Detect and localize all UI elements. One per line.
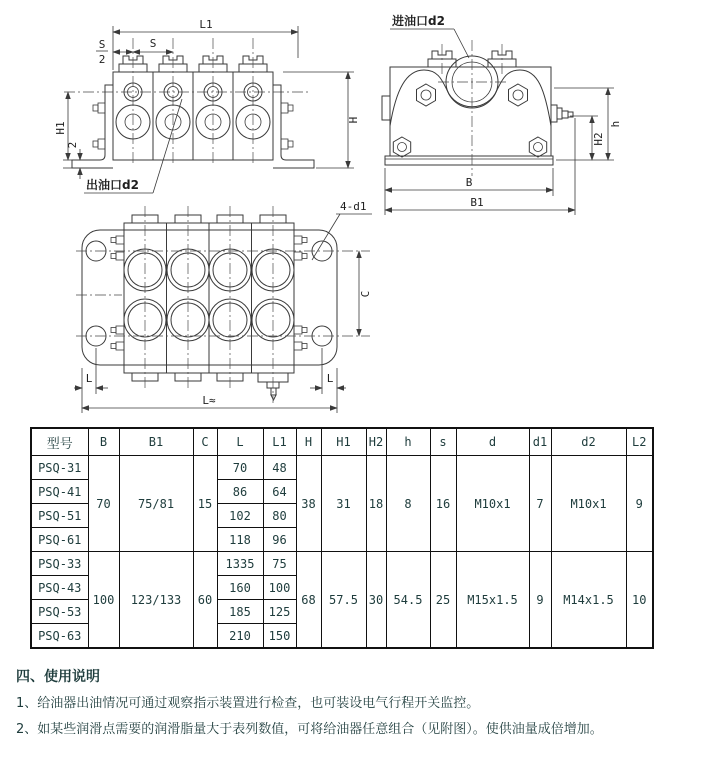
value-cell: 9	[529, 552, 551, 649]
dim-L-left: L	[85, 372, 93, 385]
dim-C: C	[359, 290, 372, 298]
value-cell: 68	[296, 552, 321, 649]
usage-notes	[16, 666, 692, 744]
dim-2: 2	[66, 141, 79, 149]
col-header: L1	[263, 428, 296, 456]
dim-L-approx: L≈	[202, 394, 216, 407]
holes-label: 4-d1	[340, 200, 367, 213]
col-header: s	[430, 428, 456, 456]
value-cell: 100	[263, 576, 296, 600]
top-view-svg	[74, 198, 386, 424]
dim-L-right: L	[326, 372, 334, 385]
note-item: 2、如某些润滑点需要的润滑脂量大于表列数值，可将给油器任意组合（见附图）。使供油量成倍增加。	[16, 722, 603, 737]
model-cell: PSQ-53	[31, 600, 88, 624]
dim-B: B	[465, 176, 473, 189]
dim-H: H	[347, 116, 360, 124]
col-header: B1	[119, 428, 193, 456]
screw-caps	[119, 56, 267, 72]
col-header: d1	[529, 428, 551, 456]
outlet-label: 出油口d2	[86, 178, 139, 192]
note-item: 1、给油器出油情况可通过观察指示装置进行检查，也可装设电气行程开关监控。	[16, 696, 480, 711]
dim-L1: L1	[199, 18, 213, 31]
inlet-callout	[390, 13, 469, 58]
value-cell: 86	[217, 480, 263, 504]
value-cell: 70	[217, 456, 263, 480]
spec-table	[30, 427, 654, 649]
header-row	[31, 428, 653, 456]
value-cell: 60	[193, 552, 217, 649]
value-cell: 30	[366, 552, 386, 649]
side-dimensions	[385, 88, 622, 215]
model-cell: PSQ-63	[31, 624, 88, 649]
value-cell: 57.5	[321, 552, 366, 649]
model-cell: PSQ-33	[31, 552, 88, 576]
dim-S-num: S	[98, 38, 106, 51]
value-cell: 18	[366, 456, 386, 552]
value-cell: 150	[263, 624, 296, 649]
top-dimensions	[74, 251, 372, 413]
col-header: d	[456, 428, 529, 456]
col-header: 型号	[31, 428, 88, 456]
col-header: C	[193, 428, 217, 456]
value-cell: 15	[193, 456, 217, 552]
spec-table-wrap	[30, 427, 654, 649]
cover-plate	[390, 70, 551, 126]
col-header: H2	[366, 428, 386, 456]
col-header: d2	[551, 428, 626, 456]
dim-H1: H1	[54, 121, 67, 135]
dim-S: S	[149, 37, 157, 50]
value-cell: 123/133	[119, 552, 193, 649]
value-cell: M10x1	[551, 456, 626, 552]
value-cell: 8	[386, 456, 430, 552]
side-view-drawing	[378, 8, 701, 230]
value-cell: 64	[263, 480, 296, 504]
value-cell: 9	[626, 456, 653, 552]
value-cell: 75	[263, 552, 296, 576]
front-view-drawing	[54, 8, 370, 206]
value-cell: 160	[217, 576, 263, 600]
value-cell: 38	[296, 456, 321, 552]
table-row	[31, 552, 653, 576]
value-cell: M10x1	[456, 456, 529, 552]
value-cell: 118	[217, 528, 263, 552]
value-cell: 75/81	[119, 456, 193, 552]
grease-fitting	[551, 105, 573, 122]
value-cell: 96	[263, 528, 296, 552]
col-header: L	[217, 428, 263, 456]
value-cell: 10	[626, 552, 653, 649]
col-header: H	[296, 428, 321, 456]
col-header: h	[386, 428, 430, 456]
value-cell: 185	[217, 600, 263, 624]
value-cell: 80	[263, 504, 296, 528]
top-plate	[82, 215, 337, 400]
value-cell: M14x1.5	[551, 552, 626, 649]
value-cell: 125	[263, 600, 296, 624]
value-cell: 25	[430, 552, 456, 649]
top-view-drawing	[74, 198, 386, 424]
value-cell: 16	[430, 456, 456, 552]
col-header: H1	[321, 428, 366, 456]
side-view-svg	[378, 8, 701, 230]
inlet-label: 进油口d2	[392, 14, 445, 28]
front-view-svg	[54, 8, 370, 206]
notes-title: 四、使用说明	[16, 669, 100, 685]
value-cell: 100	[88, 552, 119, 649]
side-body	[382, 40, 573, 176]
side-tab	[382, 96, 390, 120]
model-cell: PSQ-51	[31, 504, 88, 528]
value-cell: 70	[88, 456, 119, 552]
value-cell: 1335	[217, 552, 263, 576]
value-cell: 54.5	[386, 552, 430, 649]
dim-h: h	[609, 120, 622, 128]
col-header: B	[88, 428, 119, 456]
value-cell: 31	[321, 456, 366, 552]
col-header: L2	[626, 428, 653, 456]
dim-B1: B1	[470, 196, 484, 209]
model-cell: PSQ-43	[31, 576, 88, 600]
value-cell: 210	[217, 624, 263, 649]
value-cell: 48	[263, 456, 296, 480]
hex-bolts	[393, 84, 546, 157]
value-cell: 102	[217, 504, 263, 528]
value-cell: M15x1.5	[456, 552, 529, 649]
model-cell: PSQ-31	[31, 456, 88, 480]
model-cell: PSQ-61	[31, 528, 88, 552]
model-cell: PSQ-41	[31, 480, 88, 504]
dim-S-den: 2	[98, 53, 106, 66]
value-cell: 7	[529, 456, 551, 552]
table-row	[31, 456, 653, 480]
dim-H2: H2	[592, 132, 605, 146]
